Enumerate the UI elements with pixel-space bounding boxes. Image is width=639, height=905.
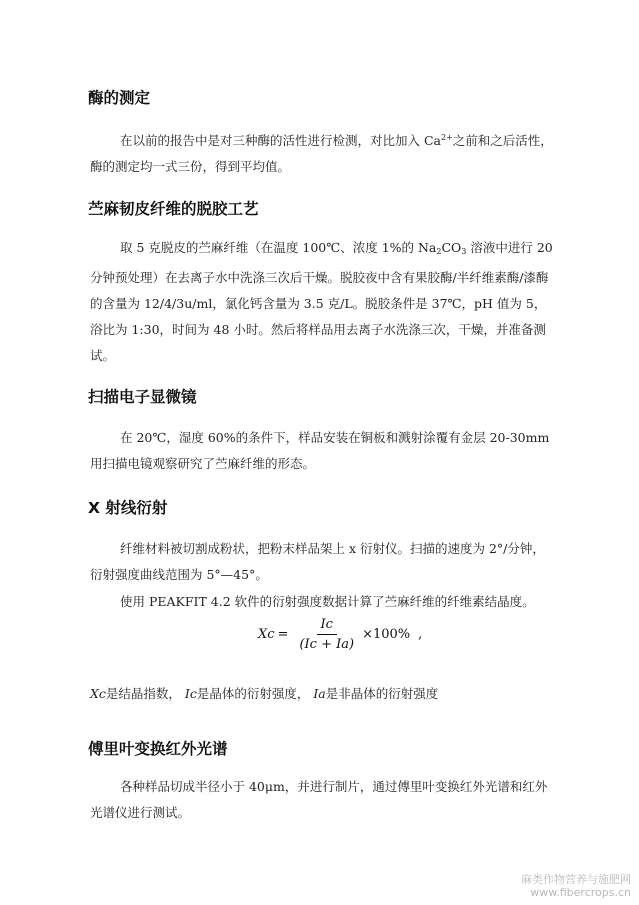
section-heading-degumming: 苎麻韧皮纤维的脱胶工艺 xyxy=(88,200,259,218)
ca-charge: 2+ xyxy=(441,133,453,142)
na-subscript: 2 xyxy=(436,247,442,256)
section-heading-ftir: 傅里叶变换红外光谱 xyxy=(88,740,228,758)
formula-numerator: Ic xyxy=(317,617,337,635)
def-ic-text: 是晶体的衍射强度， xyxy=(196,686,310,701)
site-watermark xyxy=(521,873,631,899)
co-text: CO xyxy=(441,240,462,255)
xrd-paragraph: 纤维材料被切割成粉状，把粉末样品架上 x 衍射仪。扫描的速度为 2°/分钟，衍射强度曲线范围为 5°—45°。 xyxy=(90,541,545,582)
formula-equals: = xyxy=(277,626,289,642)
ftir-paragraph: 各种样品切成半径小于 40μm，并进行制片，通过傅里叶变换红外光谱和红外光谱仪进行测试。 xyxy=(90,779,548,820)
section-heading-sem: 扫描电子显微镜 xyxy=(88,388,197,406)
degumming-text-b: 溶液中进行 20 分钟预处理）在去离子水中洗涤三次后干燥。脱胶夜中含有果胶酶/半纤维素酶/漆酶的含量为 12/4/3u/ml，氯化钙含量为 3.5 克/L。脱胶条件是 37℃，pH 值为 5，浴比为 1:30，时间为 48 小时。然后将样品用去离子水洗涤三次，干燥，并准备测试。 xyxy=(90,240,553,363)
sem-paragraph: 在 20℃，湿度 60%的条件下，样品安装在铜板和溅射涂覆有金层 20-30mm 用扫描电镜观察研究了苎麻纤维的形态。 xyxy=(90,430,550,471)
formula-definitions xyxy=(90,684,438,702)
watermark-url: www.fibercrops.cn xyxy=(530,886,631,899)
def-ia-symbol: Ia xyxy=(313,686,326,701)
crystallinity-formula xyxy=(258,612,422,656)
degumming-paragraph xyxy=(90,235,555,369)
def-ia-text: 是非晶体的衍射强度 xyxy=(325,686,439,701)
formula-denominator: (Ic + Ia) xyxy=(299,636,355,652)
xrd-peakfit-line: 使用 PEAKFIT 4.2 软件的衍射强度数据计算了苎麻纤维的纤维素结晶度。 xyxy=(120,594,535,609)
watermark-title: 麻类作物营养与施肥网 xyxy=(521,873,631,886)
degumming-text-a: 取 5 克脱皮的苎麻纤维（在温度 100℃、浓度 1%的 Na xyxy=(120,240,437,255)
enzyme-text-b: 之前和之后活性，酶的测定均一式三份，得到平均值。 xyxy=(90,133,553,174)
def-xc-text: 是结晶指数， xyxy=(105,686,181,701)
formula-fraction xyxy=(295,617,358,652)
section-heading-enzyme-assay: 酶的测定 xyxy=(88,89,151,107)
def-xc-symbol: Xc xyxy=(90,686,106,701)
enzyme-assay-paragraph xyxy=(90,125,555,180)
co-subscript: 3 xyxy=(461,247,467,256)
formula-percent: ×100% xyxy=(362,626,411,642)
formula-xc: Xc xyxy=(258,626,275,642)
section-heading-xrd: X 射线衍射 xyxy=(88,499,168,517)
formula-comma: , xyxy=(418,626,423,642)
enzyme-text-a: 在以前的报告中是对三种酶的活性进行检测，对比加入 Ca xyxy=(120,133,441,148)
def-ic-symbol: Ic xyxy=(184,686,197,701)
